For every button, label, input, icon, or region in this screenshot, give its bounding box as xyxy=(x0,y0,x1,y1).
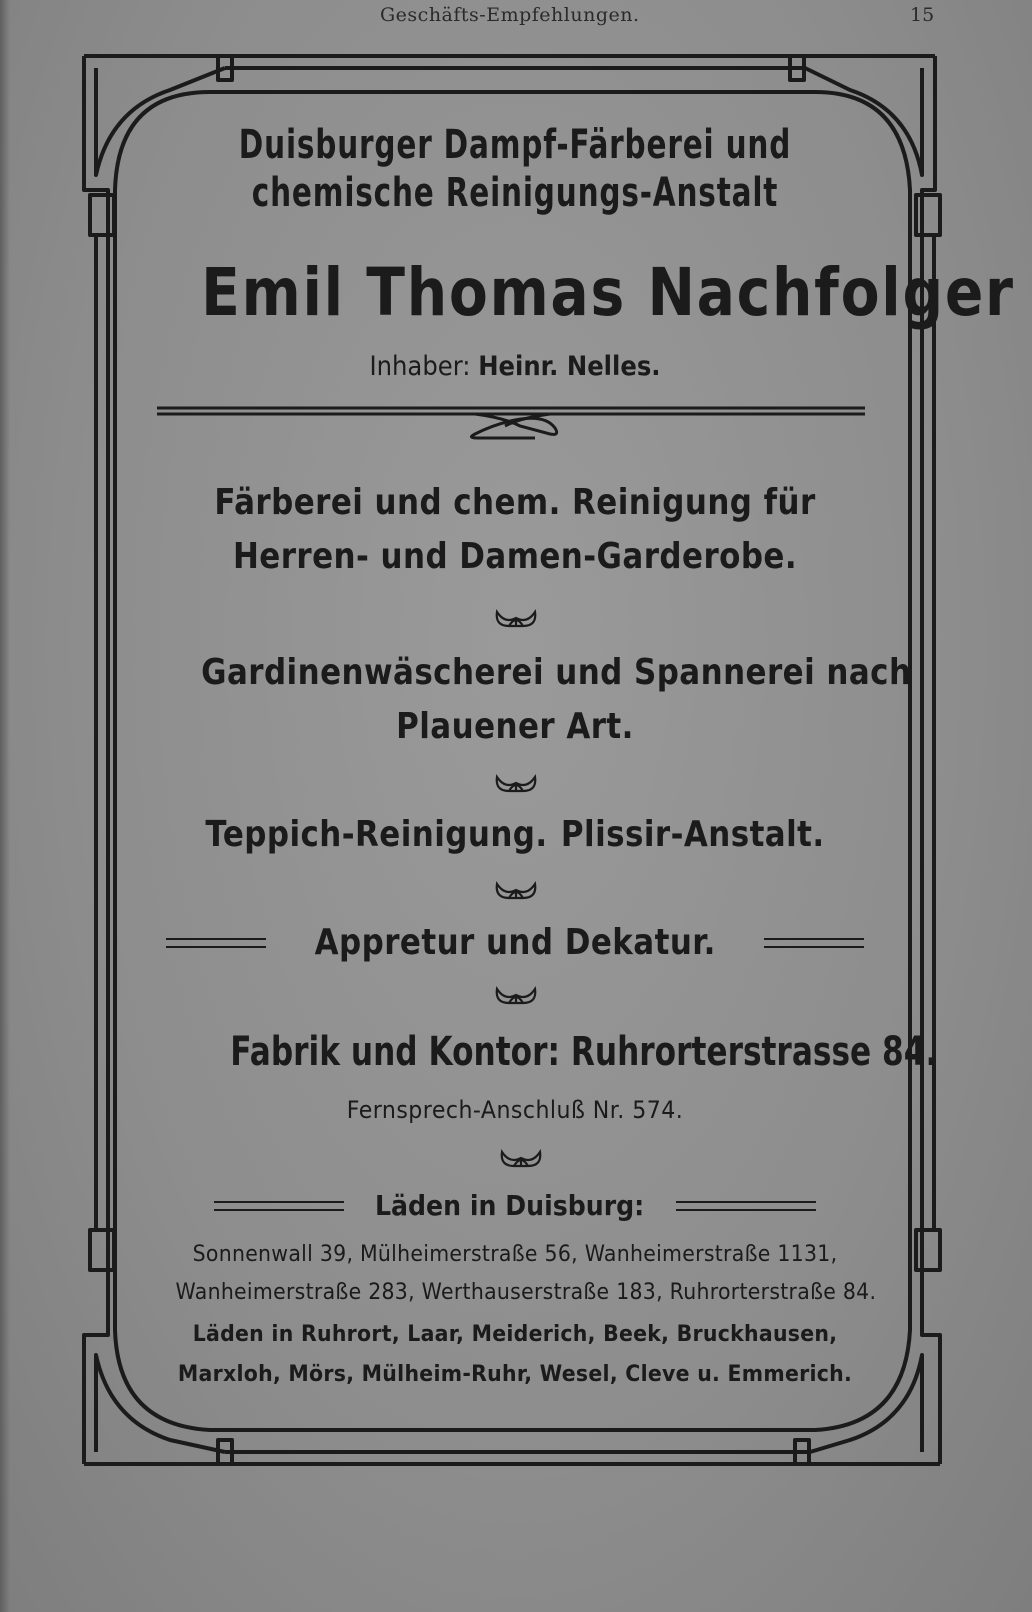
stores-line-4: Marxloh, Mörs, Mülheim-Ruhr, Wesel, Cleve u. Emmerich. xyxy=(177,1362,853,1387)
divider-ornament-icon xyxy=(155,400,870,450)
heading-line-1: Duisburger Dampf-Färberei und xyxy=(238,122,792,168)
service-dyeing-line-2: Herren- und Damen-Garderobe. xyxy=(232,536,798,577)
stores-heading: Läden in Duisburg: xyxy=(375,1189,645,1222)
service-finishing-row xyxy=(150,916,880,970)
double-rule-right xyxy=(764,938,864,948)
double-rule-left xyxy=(214,1201,344,1211)
service-curtains-line-1: Gardinenwäscherei und Spannerei nach xyxy=(201,652,912,693)
service-finishing: Appretur und Dekatur. xyxy=(314,922,716,963)
service-carpet: Teppich-Reinigung. xyxy=(205,814,548,855)
lotus-ornament-icon xyxy=(493,880,539,902)
service-carpet-pleating-row xyxy=(201,808,829,862)
phone-number: Fernsprech-Anschluß Nr. 574. xyxy=(346,1096,684,1124)
page-number: 15 xyxy=(910,4,935,26)
running-title: Geschäfts-Empfehlungen. xyxy=(380,4,640,26)
lotus-ornament-icon xyxy=(493,985,539,1007)
service-dyeing-line-1: Färberei und chem. Reinigung für xyxy=(214,482,816,523)
stores-heading-row xyxy=(150,1188,880,1224)
service-split xyxy=(205,808,824,862)
stores-line-3: Läden in Ruhrort, Laar, Meiderich, Beek, Bruckhausen, xyxy=(192,1322,838,1347)
lotus-ornament-icon xyxy=(493,773,539,795)
lotus-ornament-icon xyxy=(493,608,539,630)
service-pleating: Plissir-Anstalt. xyxy=(560,814,825,855)
factory-address: Fabrik und Kontor: Ruhrorterstrasse 84. xyxy=(230,1029,938,1075)
heading-line-2: chemische Reinigungs-Anstalt xyxy=(251,170,779,216)
company-name: Emil Thomas Nachfolger xyxy=(201,254,1015,331)
stores-line-1: Sonnenwall 39, Mülheimerstraße 56, Wanheimerstraße 1131, xyxy=(192,1242,838,1267)
double-rule-right xyxy=(676,1201,816,1211)
lotus-ornament-icon xyxy=(498,1148,544,1170)
stores-rule-wrap xyxy=(214,1188,815,1224)
stores-line-2: Wanheimerstraße 283, Werthauserstraße 183, Ruhrorterstraße 84. xyxy=(175,1280,877,1305)
service-curtains-line-2: Plauener Art. xyxy=(396,706,634,747)
owner-line xyxy=(187,350,844,384)
owner-label: Inhaber: xyxy=(369,351,471,382)
double-rule-left xyxy=(166,938,266,948)
finishing-rule-wrap xyxy=(166,916,864,970)
owner-name: Heinr. Nelles. xyxy=(478,351,661,382)
